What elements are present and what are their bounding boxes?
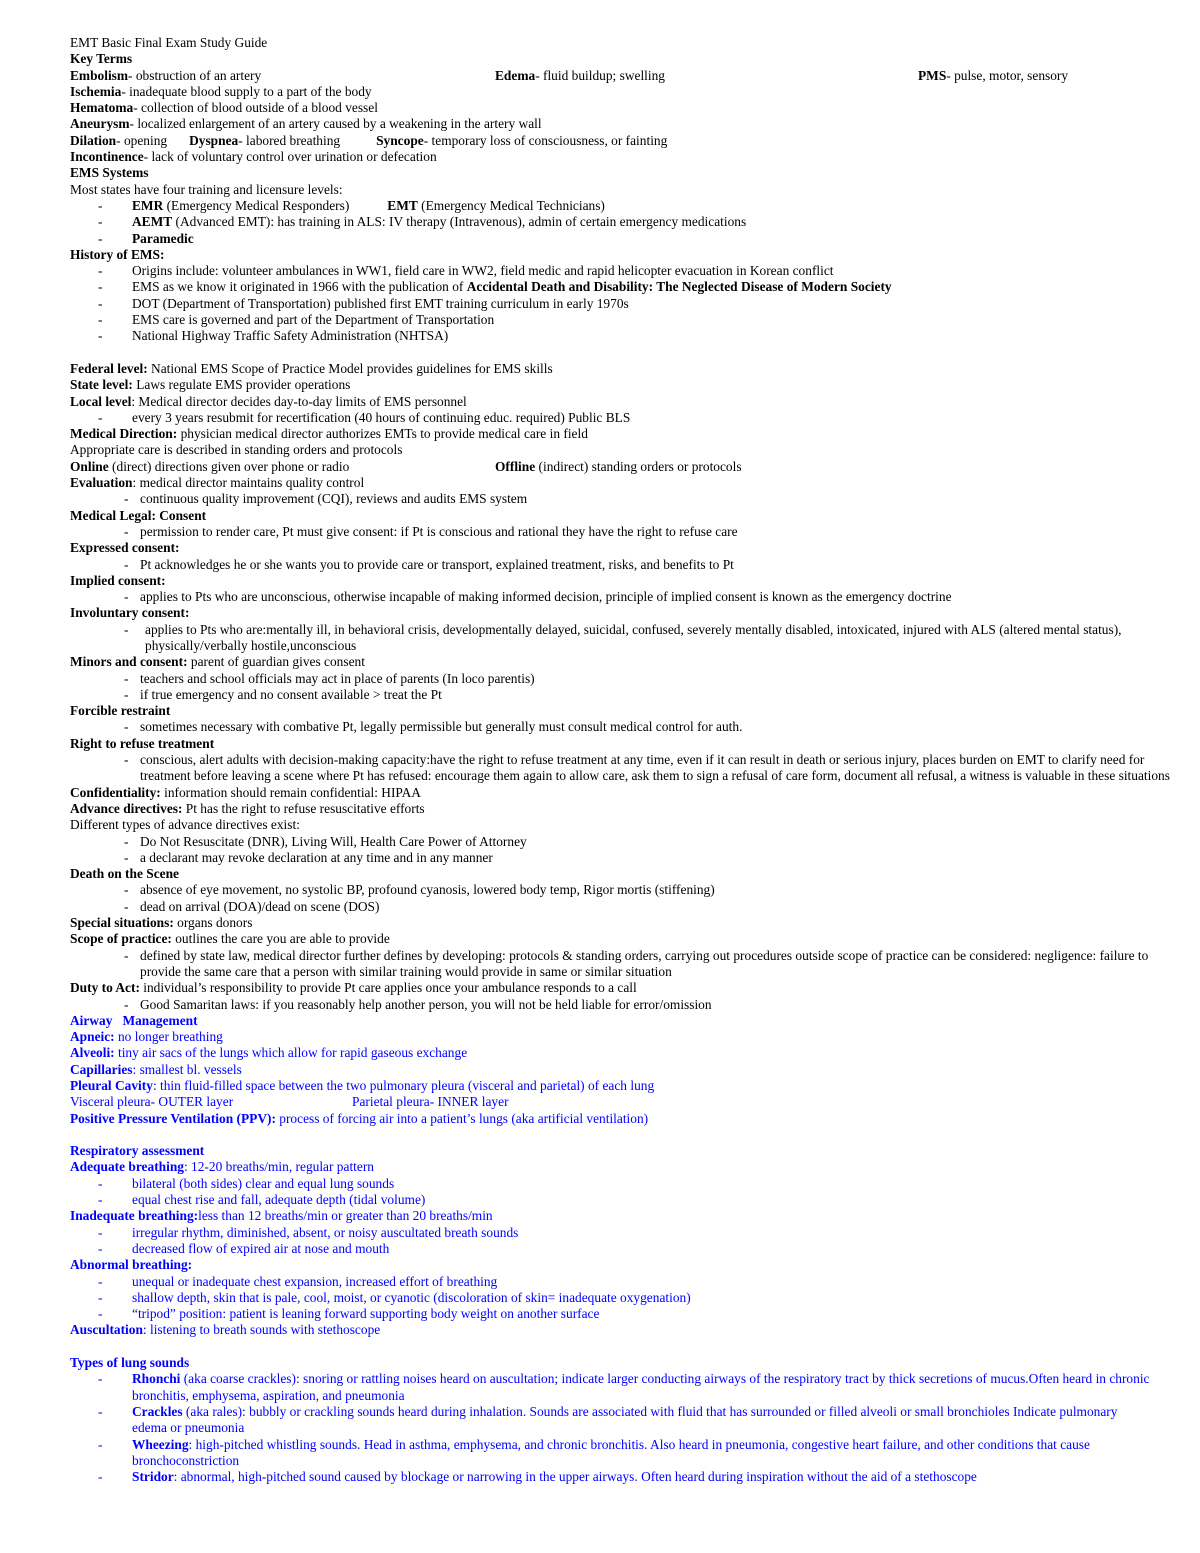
list-item: - decreased flow of expired air at nose and mouth bbox=[98, 1240, 390, 1256]
term: Alveoli: bbox=[70, 1045, 115, 1061]
airway-heading: Airway Management bbox=[70, 1012, 198, 1028]
term: Medical Direction: bbox=[70, 426, 178, 442]
text-line: Different types of advance directives exist: bbox=[70, 817, 300, 833]
list-item: - Paramedic bbox=[98, 230, 194, 246]
term: Scope of practice: bbox=[70, 931, 172, 947]
term-def: - temporary loss of consciousness, or fainting bbox=[423, 132, 668, 148]
list-item: - every 3 years resubmit for recertification (40 hours of continuing educ. required) Public BLS bbox=[98, 409, 631, 425]
list-item: - “tripod” position: patient is leaning forward supporting body weight on another surface bbox=[98, 1306, 600, 1322]
history-heading: History of EMS: bbox=[70, 246, 165, 262]
term: State level: bbox=[70, 377, 133, 393]
term: Auscultation bbox=[70, 1322, 143, 1338]
list-item: - sometimes necessary with combative Pt, legally permissible but generally must consult medical control for auth. bbox=[124, 719, 743, 735]
list-item: - conscious, alert adults with decision-making capacity:have the right to refuse treatment at any time, even if it can result in death or serious injury, places burden on EMT to clarify need for treatment before leaving a scene where Pt has refused: encourage them again to allow care, ask them to sign a refusal of care form, document all refusal, a witness is valuable in these situations bbox=[124, 752, 1170, 784]
list-item: - unequal or inadequate chest expansion, increased effort of breathing bbox=[98, 1273, 498, 1289]
term-def: - fluid buildup; swelling bbox=[535, 67, 665, 83]
term: Confidentiality: bbox=[70, 784, 161, 800]
term: Positive Pressure Ventilation (PPV): bbox=[70, 1110, 276, 1126]
term: Ischemia bbox=[70, 83, 122, 99]
list-item: - EMR (Emergency Medical Responders) EMT (Emergency Medical Technicians) bbox=[98, 197, 605, 213]
terms-row bbox=[70, 68, 1170, 84]
term: Federal level: bbox=[70, 360, 148, 376]
pleura-row: Visceral pleura- OUTER layer Parietal pleura- INNER layer bbox=[70, 1094, 509, 1110]
list-item: - Rhonchi (aka coarse crackles): snoring or rattling noises heard on auscultation; indicate larger conducting airways of the respiratory tract by thick secretions of mucus.Often heard in chronic bronchitis, emphysema, aspiration, and pneumonia bbox=[98, 1371, 1150, 1403]
study-guide-document: EMT Basic Final Exam Study Guide Key Terms Embolism- obstruction of an artery Edema- fluid buildup; swelling PMS- pulse, motor, sensory Ischemia- inadequate blood supply to a part of the body Hematoma- collection of blood outside of a blood vessel Aneurysm- localized enlargement of an artery caused by a weakening in the artery wall Dilation- opening Dyspnea- labored breathing Syncope- temporary loss of consciousness, or fainting Incontinence- lack of voluntary control over urination or defecation EMS Systems Most states have four training and licensure levels: - EMR (Emergency Medical Responders) EMT (Emergency Medical Technicians) - AEMT (Advanced EMT): has training in ALS: IV therapy (Intravenous), admin of certain emergency medications - Paramedic History of EMS: - Origins include: volunteer ambulances in WW1, field care in WW2, field medic and rapid helicopter evacuation in Korean conflict - EMS as we know it originated in 1966 with the publication of Accidental Death and Disability: The Neglected Disease of Modern Society - DOT (Department of Transportation) published first EMT training curriculum in early 1970s - EMS care is governed and part of the Department of Transportation - National Highway Traffic Safety Administration (NHTSA) Federal level: National EMS Scope of Practice Model provides guidelines for EMS skills State level: Laws regulate EMS provider operations Local level: Medical director decides day-to-day limits of EMS personnel - every 3 years resubmit for recertification (40 hours of continuing educ. required) Public BLS Medical Direction: physician medical director authorizes EMTs to provide medical care in field Appropriate care is described in standing orders and protocols Online (direct) directions given over phone or radio Offline (indirect) standing orders or protocols Evaluation: medical director maintains quality control - continuous quality improvement (CQI), reviews and audits EMS system Medical Legal: Consent - permission to render care, Pt must give consent: if Pt is conscious and rational they have the right to refuse care Expressed consent: - Pt acknowledges he or she wants you to provide care or transport, explained treatment, risks, and benefits to Pt Implied consent: - applies to Pts who are unconscious, otherwise incapable of making informed decision, principle of implied consent is known as the emergency doctrine Involuntary consent: - applies to Pts who are:mentally ill, in behavioral crisis, developmentally delayed, suicidal, confused, severely mentally disabled, intoxicated, injured with ALS (altered mental status), physically/verbally hostile,unconscious Minors and consent: parent of guardian gives consent - teachers and school officials may act in place of parents (In loco parentis) - if true emergency and no consent available > treat the Pt Forcible restraint - sometimes necessary with combative Pt, legally permissible but generally must consult medical control for auth. Right to refuse treatment - conscious, alert adults with decision-making capacity:have the right to refuse treatment at any time, even if it can result in death or serious injury, places burden on EMT to clarify need for treatment before leaving a scene where Pt has refused: encourage them again to allow care, ask them to sign a refusal of care form, document all refusal, a witness is valuable in these situations Confidentiality: information should remain confidential: HIPAA Advance directives: Pt has the right to refuse resuscitative efforts Different types of advance directives exist: - Do Not Resuscitate (DNR), Living Will, Health Care Power of Attorney - a declarant may revoke declaration at any time and in any manner Death on the Scene - absence of eye movement, no systolic BP, profound cyanosis, lowered body temp, Rigor mortis (stiffening) - dead on arrival (DOA)/dead on scene (DOS) Special situations: organs donors Scope of practice: outlines the care you are able to provide - defined by state law, medical director further defines by developing: protocols & standing orders, carrying out procedures outside scope of practice can be considered: negligence: failure to provide the same care that a person with similar training would provide in same or similar situation Duty to Act: individual’s responsibility to provide Pt care applies once your ambulance responds to a call - Good Samaritan laws: if you reasonably help another person, you will not be held liable for error/omission Airway Management Apneic: no longer breathing Alveoli: tiny air sacs of the lungs which allow for rapid gaseous exchange Capillaries: smallest bl. vessels Pleural Cavity: thin fluid-filled space between the two pulmonary pleura (visceral and parietal) of each lung Visceral pleura- OUTER layer Parietal pleura- INNER layer Positive Pressure Ventilation (PPV): process of forcing air into a patient’s lungs (aka artificial ventilation) Respiratory assessment Adequate breathing: 12-20 breaths/min, regular pattern - bilateral (both sides) clear and equal lung sounds - equal chest rise and fall, adequate depth (tidal volume) Inadequate breathing:less than 12 breaths/min or greater than 20 breaths/min - irregular rhythm, diminished, absent, or noisy auscultated breath sounds - decreased flow of expired air at nose and mouth Abnormal breathing: - unequal or inadequate chest expansion, increased effort of breathing - shallow depth, skin that is pale, cool, moist, or cyanotic (discoloration of skin= inadequate oxygenation) - “tripod” position: patient is leaning forward supporting body weight on another surface Auscultation: listening to breath sounds with stethoscope Types of lung sounds - Rhonchi (aka coarse crackles): snoring or rattling noises heard on auscultation; indicate larger conducting airways of the respiratory tract by thick secretions of mucus.Often heard in chronic bronchitis, emphysema, aspiration, and pneumonia - Crackles (aka rales): bubbly or crackling sounds heard during inhalation. Sounds are associated with fluid that has surrounded or filled alveoli or small bronchioles Indicate pulmonary edema or pneumonia - Wheezing: high-pitched whistling sounds. Head in asthma, emphysema, and chronic bronchitis. Also heard in pneumonia, congestive heart failure, and other conditions that cause bronchoconstriction - Stridor: abnormal, high-pitched sound caused by blockage or narrowing in the upper airways. Often heard during inspiration without the aid of a stethoscope bbox=[70, 35, 1170, 1485]
list-item: - a declarant may revoke declaration at any time and in any manner bbox=[124, 849, 493, 865]
term-def: - opening bbox=[116, 132, 168, 148]
list-item: - Origins include: volunteer ambulances in WW1, field care in WW2, field medic and rapid helicopter evacuation in Korean conflict bbox=[98, 263, 834, 279]
section-heading: Implied consent: bbox=[70, 572, 166, 588]
term: Adequate breathing bbox=[70, 1159, 184, 1175]
list-item: - dead on arrival (DOA)/dead on scene (DOS) bbox=[124, 898, 380, 914]
list-item: - irregular rhythm, diminished, absent, or noisy auscultated breath sounds bbox=[98, 1224, 519, 1240]
term-def: - inadequate blood supply to a part of the body bbox=[121, 83, 372, 99]
section-heading: Abnormal breathing: bbox=[70, 1257, 193, 1273]
key-terms-heading: Key Terms bbox=[70, 51, 133, 67]
term: PMS bbox=[918, 67, 947, 83]
list-item: - AEMT (Advanced EMT): has training in ALS: IV therapy (Intravenous), admin of certain emergency medications bbox=[98, 214, 747, 230]
term-def: - collection of blood outside of a blood vessel bbox=[133, 100, 378, 116]
term: Inadequate breathing: bbox=[70, 1208, 199, 1224]
term: Embolism bbox=[70, 67, 129, 83]
term-def: - obstruction of an artery bbox=[128, 67, 262, 83]
list-item: - if true emergency and no consent available > treat the Pt bbox=[124, 686, 442, 702]
section-heading: Expressed consent: bbox=[70, 540, 180, 556]
list-item: - Do Not Resuscitate (DNR), Living Will, Health Care Power of Attorney bbox=[124, 833, 527, 849]
term-def: - pulse, motor, sensory bbox=[946, 67, 1069, 83]
list-item: - EMS care is governed and part of the Department of Transportation bbox=[98, 312, 495, 328]
list-item: - Crackles (aka rales): bubbly or crackling sounds heard during inhalation. Sounds are associated with fluid that has surrounded or filled alveoli or small bronchioles Indicate pulmonary edema or pneumonia bbox=[98, 1403, 1118, 1436]
list-item: - permission to render care, Pt must give consent: if Pt is conscious and rational they have the right to refuse care bbox=[124, 523, 738, 539]
term: Dyspnea bbox=[189, 132, 239, 148]
list-item: - Good Samaritan laws: if you reasonably help another person, you will not be held liable for error/omission bbox=[124, 996, 712, 1012]
term-def: - lack of voluntary control over urination or defecation bbox=[143, 149, 437, 165]
list-item: - shallow depth, skin that is pale, cool, moist, or cyanotic (discoloration of skin= inadequate oxygenation) bbox=[98, 1289, 691, 1305]
document-title: EMT Basic Final Exam Study Guide bbox=[70, 35, 268, 50]
ems-intro: Most states have four training and licensure levels: bbox=[70, 181, 343, 197]
list-item: - applies to Pts who are unconscious, otherwise incapable of making informed decision, principle of implied consent is known as the emergency doctrine bbox=[124, 589, 952, 605]
list-item: - Wheezing: high-pitched whistling sounds. Head in asthma, emphysema, and chronic bronchitis. Also heard in pneumonia, congestive heart failure, and other conditions that cause bronchoconstriction bbox=[98, 1436, 1090, 1468]
section-heading: Forcible restraint bbox=[70, 703, 171, 719]
term: Edema bbox=[495, 67, 536, 83]
list-item: - defined by state law, medical director further defines by developing: protocols & standing orders, carrying out procedures outside scope of practice can be considered: negligence: failure to provide the same care that a person with similar training would provide in same or similar situation bbox=[124, 947, 1149, 979]
lung-sounds-heading: Types of lung sounds bbox=[70, 1355, 190, 1371]
term: Pleural Cavity bbox=[70, 1078, 153, 1093]
list-item: - absence of eye movement, no systolic BP, profound cyanosis, lowered body temp, Rigor mortis (stiffening) bbox=[124, 882, 715, 898]
text-line: Appropriate care is described in standing orders and protocols bbox=[70, 442, 403, 458]
ems-systems-heading: EMS Systems bbox=[70, 165, 149, 181]
term: Apneic: bbox=[70, 1029, 115, 1045]
list-item: - applies to Pts who are:mentally ill, in behavioral crisis, developmentally delayed, suicidal, confused, severely mentally disabled, intoxicated, injured with ALS (altered mental status), physically/verbally hostile,unconscious bbox=[124, 621, 1122, 653]
list-item: - EMS as we know it originated in 1966 with the publication of Accidental Death and Disability: The Neglected Disease of Modern Society bbox=[98, 279, 892, 295]
term: Special situations: bbox=[70, 915, 174, 931]
term: Evaluation bbox=[70, 475, 133, 491]
section-heading: Involuntary consent: bbox=[70, 605, 190, 621]
term: Syncope bbox=[376, 132, 424, 148]
term-def: - localized enlargement of an artery caused by a weakening in the artery wall bbox=[129, 116, 542, 132]
term-def: - labored breathing bbox=[238, 132, 341, 148]
section-heading: Medical Legal: Consent bbox=[70, 507, 207, 523]
term: Dilation bbox=[70, 132, 117, 148]
list-item: - Stridor: abnormal, high-pitched sound caused by blockage or narrowing in the upper airways. Often heard during inspiration without the aid of a stethoscope bbox=[98, 1469, 977, 1485]
term: Duty to Act: bbox=[70, 980, 140, 996]
list-item: - National Highway Traffic Safety Administration (NHTSA) bbox=[98, 328, 449, 344]
term: Capillaries bbox=[70, 1061, 133, 1077]
term: Hematoma bbox=[70, 100, 134, 116]
online-offline-row: Online (direct) directions given over phone or radio Offline (indirect) standing orders or protocols bbox=[70, 458, 742, 474]
list-item: - continuous quality improvement (CQI), reviews and audits EMS system bbox=[124, 491, 528, 507]
list-item: - DOT (Department of Transportation) published first EMT training curriculum in early 1970s bbox=[98, 295, 629, 311]
term: Aneurysm bbox=[70, 116, 130, 132]
list-item: - equal chest rise and fall, adequate depth (tidal volume) bbox=[98, 1192, 426, 1208]
term: Local level bbox=[70, 393, 132, 409]
respiratory-heading: Respiratory assessment bbox=[70, 1143, 205, 1159]
term: Minors and consent: bbox=[70, 654, 188, 670]
section-heading: Death on the Scene bbox=[70, 866, 179, 882]
section-heading: Right to refuse treatment bbox=[70, 735, 215, 751]
term: Incontinence bbox=[70, 149, 144, 165]
term: Advance directives: bbox=[70, 800, 183, 816]
list-item: - Pt acknowledges he or she wants you to provide care or transport, explained treatment, risks, and benefits to Pt bbox=[124, 556, 734, 572]
list-item: - teachers and school officials may act in place of parents (In loco parentis) bbox=[124, 670, 535, 686]
list-item: - bilateral (both sides) clear and equal lung sounds bbox=[98, 1175, 395, 1191]
